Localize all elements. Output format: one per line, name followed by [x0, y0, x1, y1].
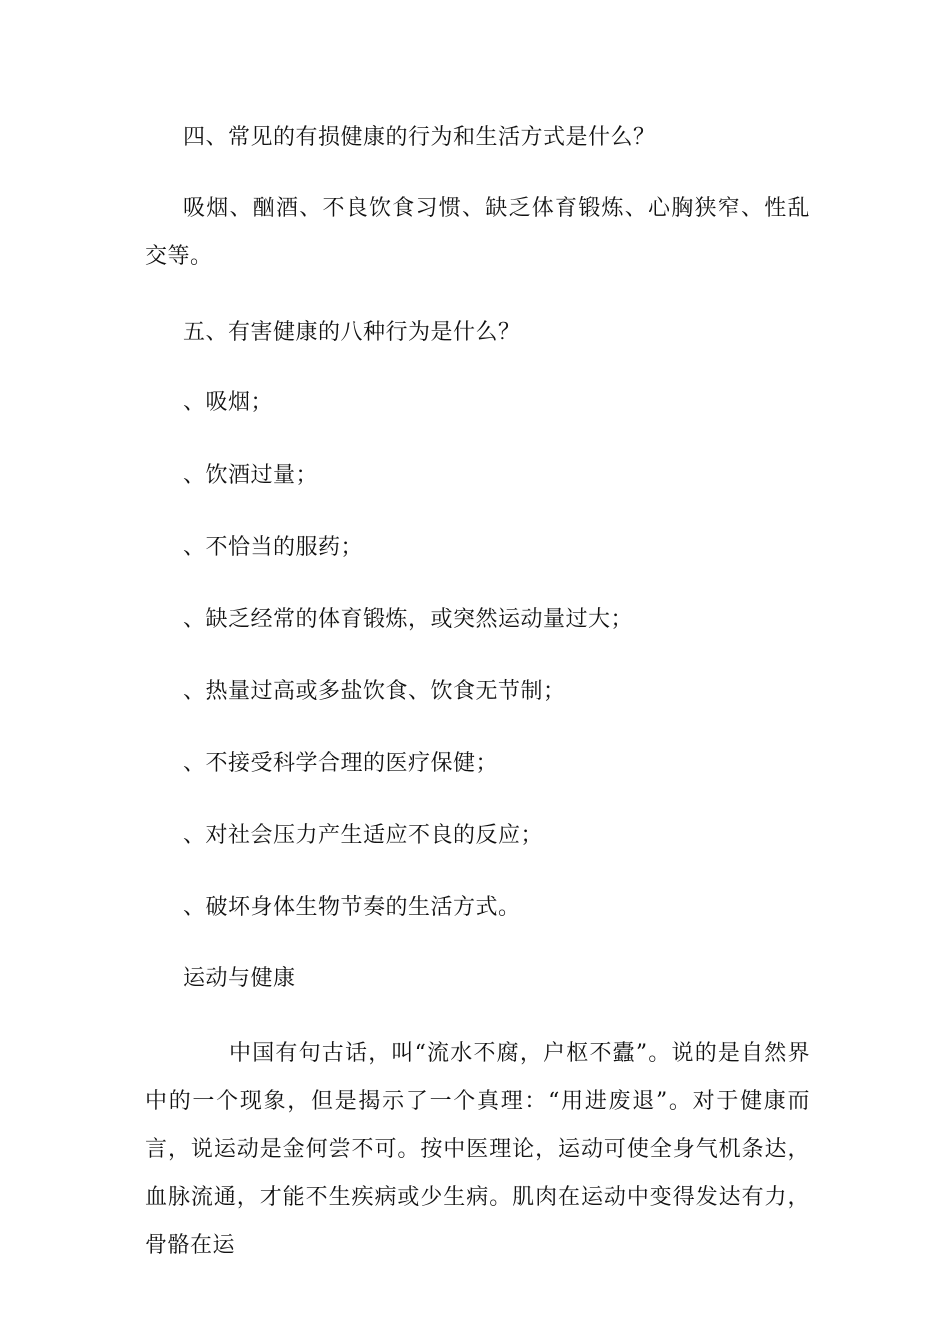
body-paragraph: 中国有句古话，叫“流水不腐，户枢不蠹”。说的是自然界中的一个现象，但是揭示了一个真理：“用进废退”。对于健康而言，说运动是金何尝不可。按中医理论，运动可使全身气机条达，血脉流通，才能不生疾病或少生病。肌肉在运动中变得发达有力，骨骼在运: [145, 1041, 810, 1258]
q4-heading: 四、常见的有损健康的行为和生活方式是什么？: [183, 125, 656, 150]
list-item: 、缺乏经常的体育锻炼，或突然运动量过大；: [183, 607, 634, 632]
list-item: 、热量过高或多盐饮食、饮食无节制；: [183, 679, 566, 704]
list-item: 、破坏身体生物节奏的生活方式。: [183, 895, 521, 920]
list-item: 、饮酒过量；: [183, 463, 319, 488]
list-item: 、不恰当的服药；: [183, 535, 364, 560]
list-item: 、对社会压力产生适应不良的反应；: [183, 823, 544, 848]
section-title: 运动与健康: [183, 966, 296, 991]
q5-heading: 五、有害健康的八种行为是什么？: [183, 320, 521, 345]
q4-answer: 吸烟、酗酒、不良饮食习惯、缺乏体育锻炼、心胸狭窄、性乱交等。: [145, 196, 810, 269]
list-item: 、吸烟；: [183, 390, 274, 415]
list-item: 、不接受科学合理的医疗保健；: [183, 751, 499, 776]
